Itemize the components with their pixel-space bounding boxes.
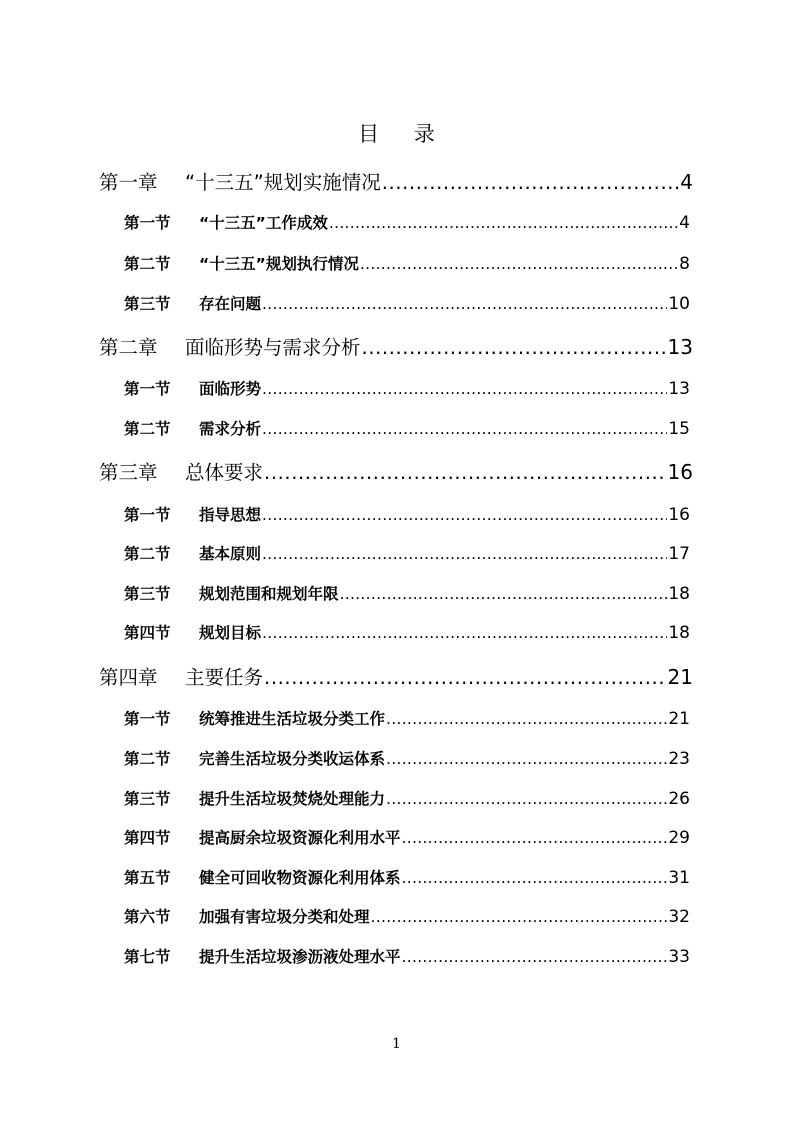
toc-entry-title: 规划范围和规划年限 bbox=[199, 585, 339, 603]
toc-entry-title: 加强有害垃圾分类和处理 bbox=[199, 908, 370, 926]
toc-entry-number: 第二章 bbox=[99, 336, 158, 359]
toc-section-entry[interactable] bbox=[124, 210, 690, 236]
toc-chapter-entry[interactable] bbox=[99, 662, 693, 692]
toc-section-entry[interactable] bbox=[124, 865, 690, 891]
toc-entry-page: 17 bbox=[668, 544, 690, 564]
toc-dot-leader bbox=[262, 376, 667, 402]
toc-entry-page: 16 bbox=[667, 460, 693, 484]
toc-dot-leader bbox=[382, 168, 680, 198]
toc-section-entry[interactable] bbox=[124, 291, 690, 317]
toc-dot-leader bbox=[386, 706, 667, 732]
toc-dot-leader bbox=[264, 458, 667, 488]
toc-dot-leader bbox=[262, 541, 667, 567]
toc-entry-title: 存在问题 bbox=[199, 295, 262, 313]
toc-entry-page: 15 bbox=[668, 419, 690, 439]
toc-dot-leader bbox=[386, 786, 667, 812]
toc-entry-title: 面临形势 bbox=[199, 380, 262, 398]
toc-entry-number: 第三节 bbox=[124, 295, 171, 313]
toc-entry-page: 21 bbox=[668, 709, 690, 729]
toc-entry-title: “十三五”规划执行情况 bbox=[199, 255, 359, 273]
toc-section-entry[interactable] bbox=[124, 620, 690, 646]
toc-entry-title: 面临形势与需求分析 bbox=[185, 336, 361, 359]
toc-section-entry[interactable] bbox=[124, 706, 690, 732]
toc-dot-leader bbox=[262, 502, 667, 528]
toc-entry-title: 基本原则 bbox=[199, 545, 262, 563]
toc-dot-leader bbox=[329, 210, 678, 236]
page-number: 1 bbox=[392, 1036, 401, 1052]
toc-entry-title: 需求分析 bbox=[199, 420, 262, 438]
toc-entry-page: 18 bbox=[668, 623, 690, 643]
toc-dot-leader bbox=[402, 825, 668, 851]
toc-chapter-entry[interactable] bbox=[99, 167, 693, 197]
toc-dot-leader bbox=[371, 904, 668, 930]
toc-dot-leader bbox=[262, 291, 667, 317]
toc-entry-number: 第六节 bbox=[124, 908, 171, 926]
toc-entry-number: 第二节 bbox=[124, 255, 171, 273]
toc-entry-title: 提高厨余垃圾资源化利用水平 bbox=[199, 829, 401, 847]
toc-section-entry[interactable] bbox=[124, 502, 690, 528]
toc-entry-title: “十三五”工作成效 bbox=[199, 214, 328, 232]
toc-section-entry[interactable] bbox=[124, 416, 690, 442]
toc-entry-number: 第一节 bbox=[124, 710, 171, 728]
toc-entry-page: 16 bbox=[668, 505, 690, 525]
toc-dot-leader bbox=[340, 581, 668, 607]
toc-entry-number: 第三章 bbox=[99, 461, 158, 484]
toc-dot-leader bbox=[264, 663, 667, 693]
toc-section-entry[interactable] bbox=[124, 825, 690, 851]
toc-dot-leader bbox=[402, 944, 668, 970]
toc-entry-page: 33 bbox=[668, 947, 690, 967]
toc-entry-title: 健全可回收物资源化利用体系 bbox=[199, 869, 401, 887]
toc-entry-title: 提升生活垃圾焚烧处理能力 bbox=[199, 790, 386, 808]
toc-entry-number: 第七节 bbox=[124, 948, 171, 966]
toc-dot-leader bbox=[386, 746, 667, 772]
toc-entry-title: 主要任务 bbox=[185, 666, 264, 689]
toc-entry-page: 26 bbox=[668, 789, 690, 809]
toc-entry-page: 23 bbox=[668, 749, 690, 769]
toc-dot-leader bbox=[362, 333, 667, 363]
toc-entry-number: 第三节 bbox=[124, 790, 171, 808]
toc-entry-number: 第二节 bbox=[124, 750, 171, 768]
toc-dot-leader bbox=[402, 865, 668, 891]
toc-entry-page: 18 bbox=[668, 584, 690, 604]
toc-entry-title: 指导思想 bbox=[199, 506, 262, 524]
toc-entry-title: 统筹推进生活垃圾分类工作 bbox=[199, 710, 386, 728]
toc-dot-leader bbox=[262, 620, 667, 646]
toc-entry-page: 21 bbox=[667, 665, 693, 689]
toc-entry-page: 4 bbox=[680, 170, 693, 194]
toc-entry-number: 第二节 bbox=[124, 420, 171, 438]
toc-title: 目 录 bbox=[358, 122, 449, 146]
toc-entry-number: 第三节 bbox=[124, 585, 171, 603]
toc-section-entry[interactable] bbox=[124, 944, 690, 970]
toc-section-entry[interactable] bbox=[124, 251, 690, 277]
toc-entry-number: 第一节 bbox=[124, 214, 171, 232]
toc-entry-title: 总体要求 bbox=[185, 461, 264, 484]
toc-section-entry[interactable] bbox=[124, 786, 690, 812]
toc-section-entry[interactable] bbox=[124, 581, 690, 607]
toc-entry-page: 13 bbox=[668, 379, 690, 399]
toc-entry-number: 第一章 bbox=[99, 171, 158, 194]
toc-entry-number: 第五节 bbox=[124, 869, 171, 887]
toc-chapter-entry[interactable] bbox=[99, 457, 693, 487]
toc-dot-leader bbox=[262, 416, 667, 442]
toc-section-entry[interactable] bbox=[124, 376, 690, 402]
toc-dot-leader bbox=[360, 251, 678, 277]
toc-entry-number: 第一节 bbox=[124, 380, 171, 398]
toc-section-entry[interactable] bbox=[124, 746, 690, 772]
toc-entry-title: 完善生活垃圾分类收运体系 bbox=[199, 750, 386, 768]
toc-section-entry[interactable] bbox=[124, 541, 690, 567]
toc-entry-page: 32 bbox=[668, 907, 690, 927]
toc-chapter-entry[interactable] bbox=[99, 332, 693, 362]
toc-entry-number: 第一节 bbox=[124, 506, 171, 524]
toc-entry-title: 规划目标 bbox=[199, 624, 262, 642]
toc-entry-page: 8 bbox=[679, 254, 690, 274]
toc-entry-number: 第四章 bbox=[99, 666, 158, 689]
toc-entry-title: “十三五”规划实施情况 bbox=[185, 171, 381, 194]
toc-entry-number: 第四节 bbox=[124, 624, 171, 642]
toc-entry-page: 4 bbox=[679, 213, 690, 233]
toc-entry-page: 31 bbox=[668, 868, 690, 888]
toc-entry-number: 第四节 bbox=[124, 829, 171, 847]
toc-entry-page: 13 bbox=[667, 335, 693, 359]
toc-entry-number: 第二节 bbox=[124, 545, 171, 563]
toc-entry-title: 提升生活垃圾渗沥液处理水平 bbox=[199, 948, 401, 966]
toc-entry-page: 29 bbox=[668, 828, 690, 848]
toc-section-entry[interactable] bbox=[124, 904, 690, 930]
toc-entry-page: 10 bbox=[668, 294, 690, 314]
